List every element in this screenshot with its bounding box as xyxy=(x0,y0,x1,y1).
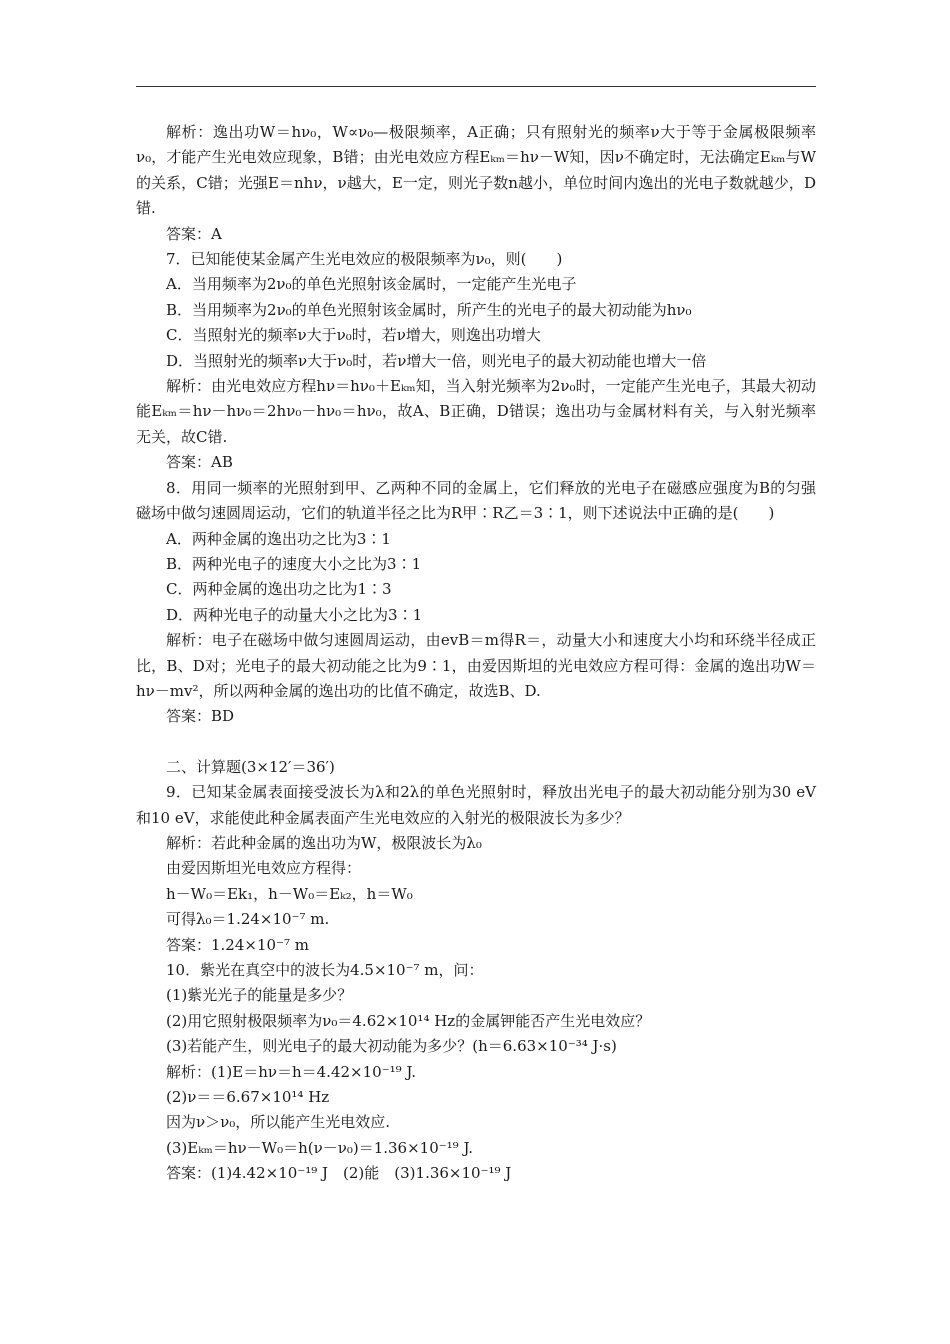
answer: 答案：(1)4.42×10⁻¹⁹ J (2)能 (3)1.36×10⁻¹⁹ J xyxy=(166,1164,512,1183)
paragraph: 解析：若此种金属的逸出功为W，极限波长为λ₀ xyxy=(166,833,482,852)
paragraph: 解析：电子在磁场中做匀速圆周运动，由evB＝m得R＝，动量大小和速度大小均和环绕半径成正比，B、D对；光电子的最大初动能之比为9∶1，由爱因斯坦的光电效应方程可得：金属的逸出功W＝hν－mv²，所以两种金属的逸出功的比值不确定，故选B、D. xyxy=(136,631,816,700)
option: B．两种光电子的速度大小之比为3∶1 xyxy=(166,554,422,573)
answer: 答案：1.24×10⁻⁷ m xyxy=(166,935,309,954)
option: A．两种金属的逸出功之比为3∶1 xyxy=(166,529,391,548)
paragraph: 解析：由光电效应方程hν＝hν₀＋Eₖₘ知，当入射光频率为2ν₀时，一定能产生光电子，其最大初动能Eₖₘ＝hν－hν₀＝2hν₀－hν₀＝hν₀，故A、B正确，D错误；逸出功与金属材料有关，与入射光频率无关，故C错. xyxy=(136,377,816,446)
paragraph: (3)Eₖₘ＝hν－W₀＝h(ν－ν₀)＝1.36×10⁻¹⁹ J. xyxy=(166,1138,474,1157)
paragraph: (2)ν＝＝6.67×10¹⁴ Hz xyxy=(166,1088,330,1107)
option: B．当用频率为2ν₀的单色光照射该金属时，所产生的光电子的最大初动能为hν₀ xyxy=(166,300,692,319)
option: C．当照射光的频率ν大于ν₀时，若ν增大，则逸出功增大 xyxy=(166,326,541,345)
sub-question: (1)紫光光子的能量是多少？ xyxy=(166,986,353,1005)
question-stem: 9．已知某金属表面接受波长为λ和2λ的单色光照射时，释放出光电子的最大初动能分别为30 eV和10 eV，求能使此种金属表面产生光电效应的入射光的极限波长为多少？ xyxy=(136,783,816,827)
section-gap xyxy=(136,730,816,755)
answer: 答案：A xyxy=(166,224,222,243)
option: A．当用频率为2ν₀的单色光照射该金属时，一定能产生光电子 xyxy=(166,275,577,294)
paragraph: 由爱因斯坦光电效应方程得： xyxy=(166,859,362,878)
paragraph: 可得λ₀＝1.24×10⁻⁷ m. xyxy=(166,910,330,929)
answer: 答案：AB xyxy=(166,453,233,472)
option: D．两种光电子的动量大小之比为3∶1 xyxy=(166,605,423,624)
question-stem: 10．紫光在真空中的波长为4.5×10⁻⁷ m，问： xyxy=(166,961,484,979)
header-rule xyxy=(136,86,816,87)
option: C．两种金属的逸出功之比为1∶3 xyxy=(166,580,392,599)
sub-question: (3)若能产生，则光电子的最大初动能为多少？(h＝6.63×10⁻³⁴ J·s) xyxy=(166,1037,617,1056)
paragraph: 因为ν＞ν₀，所以能产生光电效应. xyxy=(166,1113,391,1132)
section-heading: 二、计算题(3×12′＝36′) xyxy=(166,757,335,776)
document-body xyxy=(136,120,816,1187)
paragraph: 解析：(1)E＝hν＝h＝4.42×10⁻¹⁹ J. xyxy=(166,1062,417,1081)
question-stem: 7．已知能使某金属产生光电效应的极限频率为ν₀，则( ) xyxy=(166,250,563,269)
paragraph: 解析：逸出功W＝hν₀，W∝ν₀—极限频率，A正确；只有照射光的频率ν大于等于金属极限频率ν₀，才能产生光电效应现象，B错；由光电效应方程Eₖₘ＝hν－W知，因ν不确定时，无法确定Eₖₘ与W的关系，C错；光强E＝nhν，ν越大，E一定，则光子数n越小，单位时间内逸出的光电子数就越少，D错. xyxy=(136,123,816,218)
paragraph: h－W₀＝Ek₁，h－W₀＝Eₖ₂，h＝W₀ xyxy=(166,884,413,903)
answer: 答案：BD xyxy=(166,707,235,726)
option: D．当照射光的频率ν大于ν₀时，若ν增大一倍，则光电子的最大初动能也增大一倍 xyxy=(166,351,707,370)
question-stem: 8．用同一频率的光照射到甲、乙两种不同的金属上，它们释放的光电子在磁感应强度为B的匀强磁场中做匀速圆周运动，它们的轨道半径之比为R甲∶R乙＝3∶1，则下述说法中正确的是( ) xyxy=(136,478,816,523)
sub-question: (2)用它照射极限频率为ν₀＝4.62×10¹⁴ Hz的金属钾能否产生光电效应？ xyxy=(166,1011,651,1030)
